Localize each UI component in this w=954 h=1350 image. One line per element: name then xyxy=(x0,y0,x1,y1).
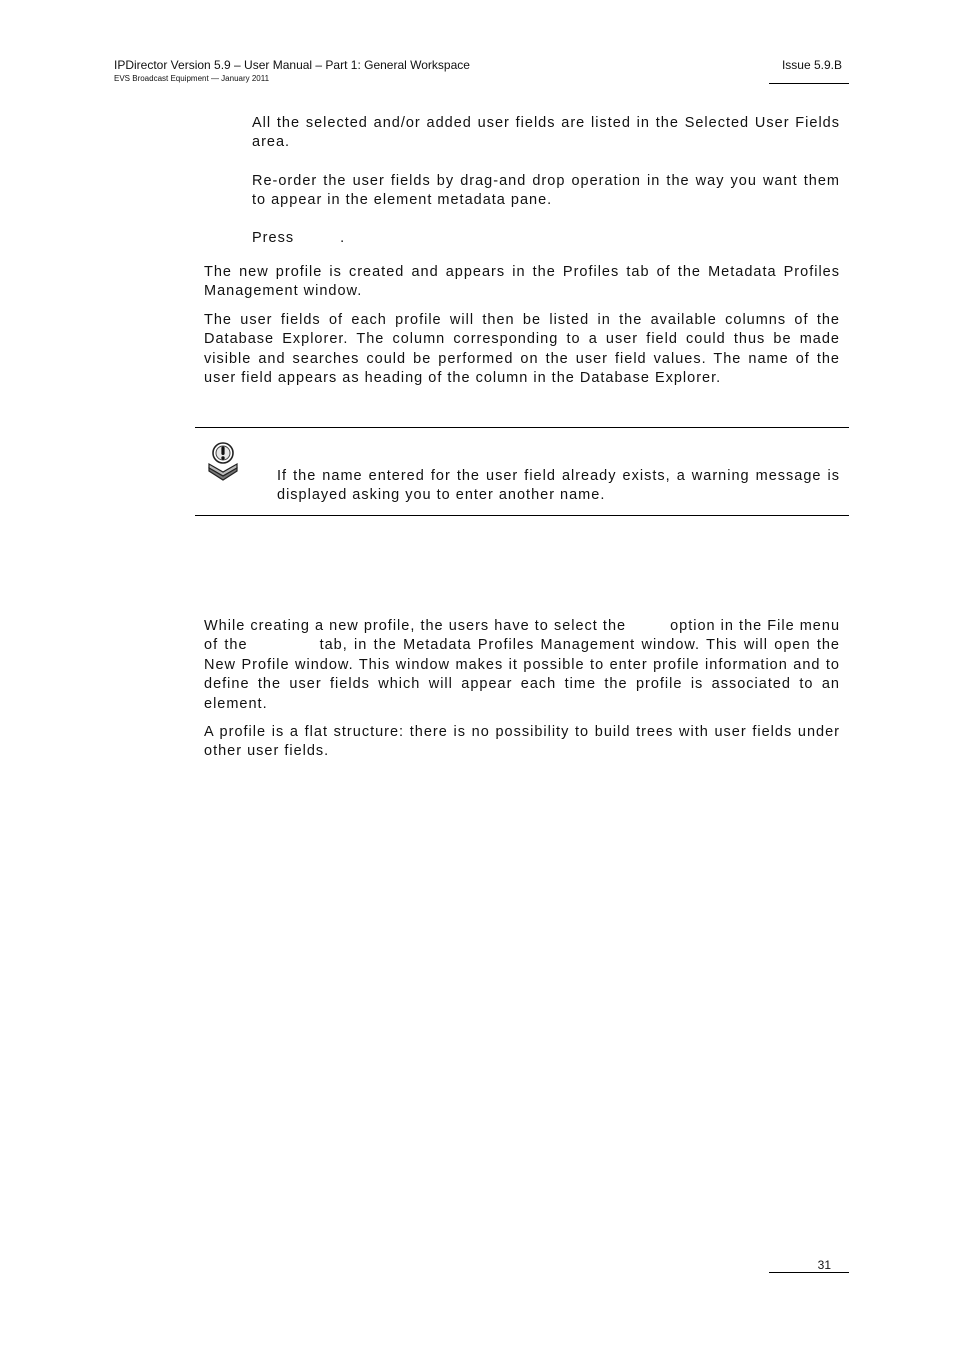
note-bottom-rule xyxy=(195,515,849,516)
new-profile-text-b: option in the File menu of the xyxy=(204,618,841,654)
press-period: . xyxy=(340,230,346,246)
paragraph-selected-fields: All the selected and/or added user fields are listed in the Selected User Fields area. xyxy=(252,115,840,151)
note-text: If the name entered for the user field already exists, a warning message is displayed asking you to enter another name. xyxy=(277,468,840,504)
footer-rule xyxy=(769,1272,849,1273)
header-subtitle: EVS Broadcast Equipment — January 2011 xyxy=(114,74,270,83)
paragraph-flat-structure: A profile is a flat structure: there is no possibility to build trees with user fields under other user fields. xyxy=(204,724,840,760)
header-title: IPDirector Version 5.9 – User Manual – Part 1: General Workspace xyxy=(114,58,470,72)
paragraph-press xyxy=(252,229,840,248)
paragraph-new-profile xyxy=(204,617,840,714)
header-rule xyxy=(769,83,849,84)
page-number: 31 xyxy=(817,1258,831,1272)
note-icon xyxy=(205,440,241,482)
paragraph-reorder: Re-order the user fields by drag-and drop operation in the way you want them to appear in the element metadata pane. xyxy=(252,173,840,209)
new-profile-text-a: While creating a new profile, the users have to select the xyxy=(204,618,627,634)
press-text: Press xyxy=(252,230,295,246)
paragraph-user-fields-columns: The user fields of each profile will then be listed in the available columns of the Database Explorer. The column corresponding to a user field could thus be made visible and searches could be performed on the user field values. The name of the user field appears as heading of the column in the Database Explorer. xyxy=(204,312,840,387)
paragraph-profile-created: The new profile is created and appears in the Profiles tab of the Metadata Profiles Management window. xyxy=(204,264,840,300)
new-profile-text-c: tab, in the Metadata Profiles Management window. This will open the New Profile window. This window makes it possible to enter profile information and to define the user fields which will appear each time the profile is associated to an element. xyxy=(204,637,840,712)
header-issue: Issue 5.9.B xyxy=(781,58,842,72)
note-top-rule xyxy=(195,427,849,428)
